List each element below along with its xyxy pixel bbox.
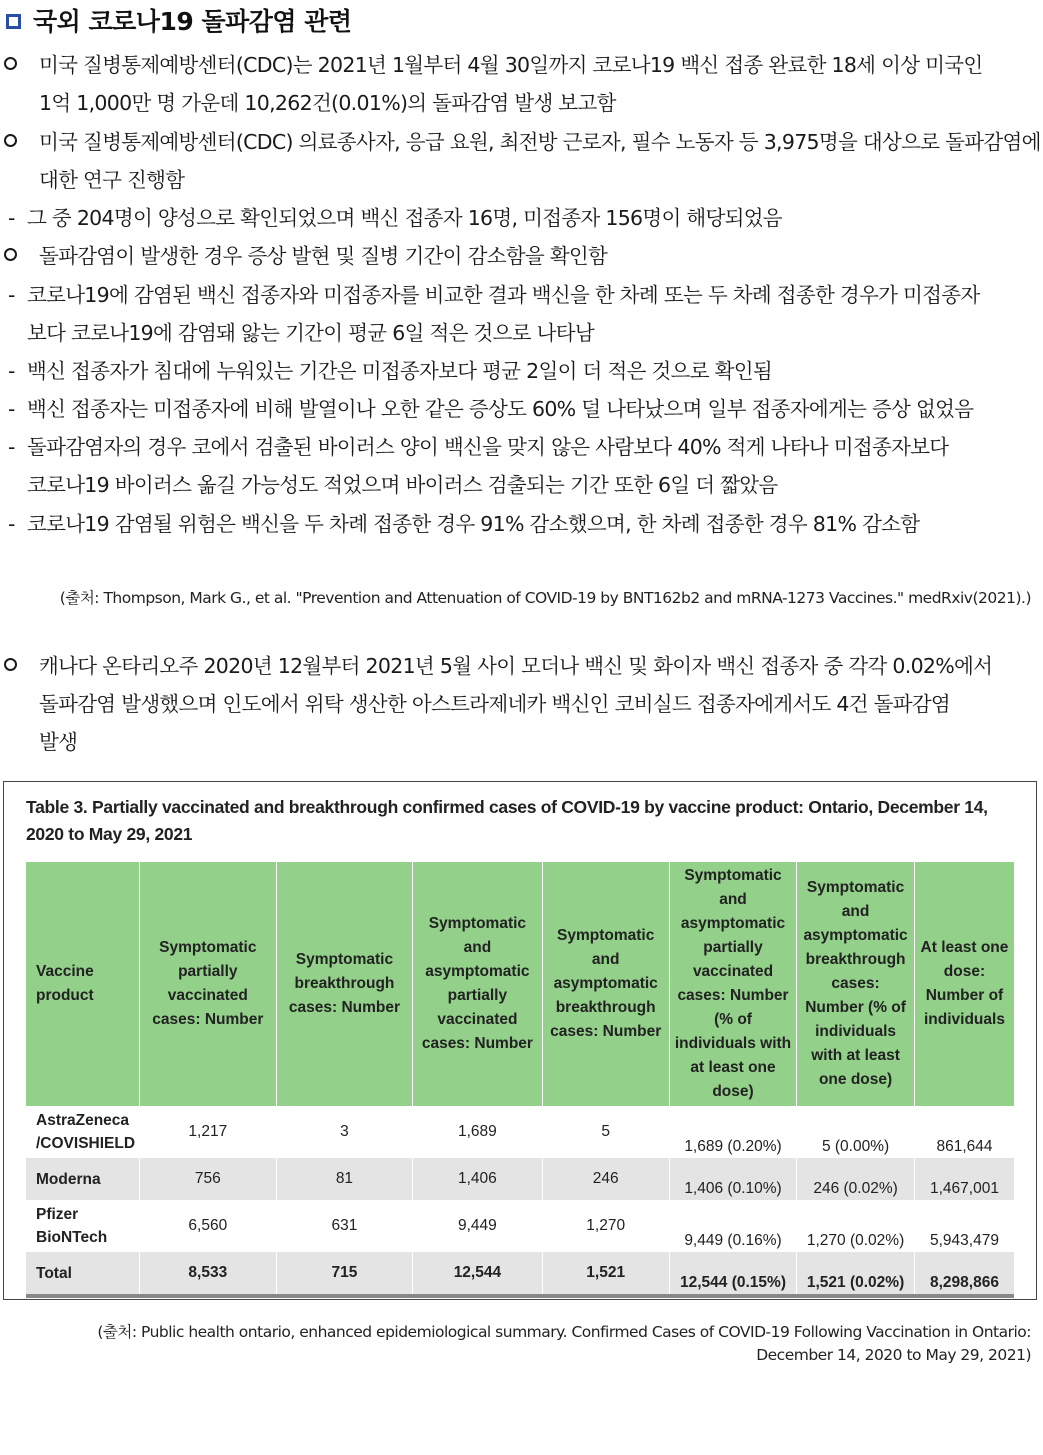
- table-cell: 9,449: [413, 1200, 542, 1252]
- column-header: Symptomatic and asymptomatic partially vaccinated cases: Number: [413, 862, 542, 1106]
- bullet-text: 발생: [39, 730, 78, 754]
- bullet-text: 캐나다 온타리오주 2020년 12월부터 2021년 5월 사이 모더나 백신 및 화이자 백신 접종자 중 각각 0.02%에서: [39, 654, 993, 678]
- bullet-item: [0, 123, 1043, 199]
- source-line: December 14, 2020 to May 29, 2021): [756, 1346, 1031, 1364]
- table-cell: 1,406: [413, 1158, 542, 1200]
- bullet-item: [0, 46, 1043, 122]
- table-cell: 1,521: [542, 1252, 669, 1296]
- row-label: AstraZeneca /COVISHIELD: [26, 1106, 140, 1158]
- bullet-item: [0, 276, 1043, 352]
- bullet-text: 미국 질병통제예방센터(CDC) 의료종사자, 응급 요원, 최전방 근로자, 필수 노동자 등 3,975명을 대상으로 돌파감염에: [39, 130, 1041, 154]
- table-cell: 756: [140, 1158, 277, 1200]
- dash-bullet-icon: -: [8, 283, 15, 307]
- table-cell: 6,560: [140, 1200, 277, 1252]
- dash-bullet-icon: -: [8, 397, 15, 421]
- bullet-item: [0, 390, 1043, 428]
- row-label: Total: [26, 1252, 140, 1296]
- bullet-text: 돌파감염자의 경우 코에서 검출된 바이러스 양이 백신을 맞지 않은 사람보다 40% 적게 나타나 미접종자보다: [27, 435, 949, 459]
- bullet-text: 그 중 204명이 양성으로 확인되었으며 백신 접종자 16명, 미접종자 156명이 해당되었음: [27, 206, 782, 230]
- dash-bullet-icon: -: [8, 512, 15, 536]
- column-header: Vaccine product: [26, 862, 140, 1106]
- bullet-text: 코로나19 감염될 위험은 백신을 두 차례 접종한 경우 91% 감소했으며, 한 차례 접종한 경우 81% 감소함: [27, 512, 920, 536]
- section-heading: [6, 2, 352, 38]
- bullet-item: [0, 199, 1043, 237]
- table-cell: 5: [542, 1106, 669, 1158]
- circle-bullet-icon: [4, 647, 30, 685]
- hollow-circle-icon: [4, 658, 17, 671]
- table-cell: 1,217: [140, 1106, 277, 1158]
- hollow-circle-icon: [4, 134, 17, 147]
- table-cell: 1,406 (0.10%): [669, 1158, 796, 1200]
- table-cell: 8,533: [140, 1252, 277, 1296]
- row-label: Moderna: [26, 1158, 140, 1200]
- bullet-text: 돌파감염 발생했으며 인도에서 위탁 생산한 아스트라제네카 백신인 코비실드 접종자에게서도 4건 돌파감염: [39, 692, 951, 716]
- hollow-circle-icon: [4, 248, 17, 261]
- bullet-item: [0, 647, 1043, 761]
- table-cell: 1,270 (0.02%): [797, 1200, 915, 1252]
- square-bullet-icon: [6, 14, 21, 29]
- hollow-circle-icon: [4, 57, 17, 70]
- row-label: Pfizer BioNTech: [26, 1200, 140, 1252]
- bullet-text: 돌파감염이 발생한 경우 증상 발현 및 질병 기간이 감소함을 확인함: [39, 244, 608, 268]
- column-header: Symptomatic partially vaccinated cases: Number: [140, 862, 277, 1106]
- table-row-total: [26, 1252, 1014, 1296]
- circle-bullet-icon: [4, 123, 30, 161]
- table-cell: 1,521 (0.02%): [797, 1252, 915, 1296]
- table-row: [26, 1200, 1014, 1252]
- table-cell: 5,943,479: [914, 1200, 1014, 1252]
- table-cell: 12,544 (0.15%): [669, 1252, 796, 1296]
- column-header: Symptomatic and asymptomatic partially vaccinated cases: Number (% of individuals with at least one dose): [669, 862, 796, 1106]
- dash-bullet-icon: -: [8, 206, 15, 230]
- bullet-item: [0, 237, 1043, 275]
- table-cell: 715: [276, 1252, 413, 1296]
- column-header: Symptomatic and asymptomatic breakthrough cases: Number: [542, 862, 669, 1106]
- table-row: [26, 1158, 1014, 1200]
- bullet-text: 1억 1,000만 명 가운데 10,262건(0.01%)의 돌파감염 발생 보고함: [39, 91, 616, 115]
- bullet-text: 보다 코로나19에 감염돼 앓는 기간이 평균 6일 적은 것으로 나타남: [27, 321, 594, 345]
- table-header-row: [26, 862, 1014, 1106]
- table-cell: 861,644: [914, 1106, 1014, 1158]
- heading-text: 국외 코로나19 돌파감염 관련: [33, 7, 352, 36]
- table-figure: [3, 781, 1037, 1300]
- bullet-item: [0, 505, 1043, 543]
- table-cell: 5 (0.00%): [797, 1106, 915, 1158]
- bullet-text: 미국 질병통제예방센터(CDC)는 2021년 1월부터 4월 30일까지 코로나19 백신 접종 완료한 18세 이상 미국인: [39, 53, 983, 77]
- table-cell: 1,689: [413, 1106, 542, 1158]
- source-line: (출처: Public health ontario, enhanced epidemiological summary. Confirmed Cases of COVID-19 Following Vaccination in Ontario:: [97, 1323, 1031, 1341]
- table-cell: 1,689 (0.20%): [669, 1106, 796, 1158]
- bullet-item: [0, 428, 1043, 504]
- circle-bullet-icon: [4, 237, 30, 275]
- table-cell: 12,544: [413, 1252, 542, 1296]
- table-cell: 1,270: [542, 1200, 669, 1252]
- source-citation-2: [97, 1321, 1031, 1367]
- table-cell: 8,298,866: [914, 1252, 1014, 1296]
- table-row: [26, 1106, 1014, 1158]
- dash-bullet-icon: -: [8, 435, 15, 459]
- table-cell: 246 (0.02%): [797, 1158, 915, 1200]
- bullet-text: 코로나19 바이러스 옮길 가능성도 적었으며 바이러스 검출되는 기간 또한 6일 더 짧았음: [27, 473, 778, 497]
- bullet-text: 백신 접종자가 침대에 누워있는 기간은 미접종자보다 평균 2일이 더 적은 것으로 확인됨: [27, 359, 772, 383]
- data-table: [26, 862, 1014, 1298]
- table-cell: 631: [276, 1200, 413, 1252]
- dash-bullet-icon: -: [8, 359, 15, 383]
- table-title: Table 3. Partially vaccinated and breakthrough confirmed cases of COVID-19 by vaccine product: Ontario, December 14, 2020 to May 29, 2021: [26, 797, 988, 844]
- source-citation: (출처: Thompson, Mark G., et al. "Prevention and Attenuation of COVID-19 by BNT162b2 and mRNA-1273 Vaccines." medRxiv(2021).): [59, 589, 1031, 607]
- bullet-text: 백신 접종자는 미접종자에 비해 발열이나 오한 같은 증상도 60% 덜 나타났으며 일부 접종자에게는 증상 없었음: [27, 397, 974, 421]
- table-cell: 81: [276, 1158, 413, 1200]
- column-header: At least one dose: Number of individuals: [914, 862, 1014, 1106]
- bullet-text: 코로나19에 감염된 백신 접종자와 미접종자를 비교한 결과 백신을 한 차례 또는 두 차례 접종한 경우가 미접종자: [27, 283, 980, 307]
- column-header: Symptomatic breakthrough cases: Number: [276, 862, 413, 1106]
- table-cell: 1,467,001: [914, 1158, 1014, 1200]
- circle-bullet-icon: [4, 46, 30, 84]
- table-cell: 246: [542, 1158, 669, 1200]
- column-header: Symptomatic and asymptomatic breakthrough cases: Number (% of individuals with at least one dose): [797, 862, 915, 1106]
- bullet-item: [0, 352, 1043, 390]
- table-cell: 3: [276, 1106, 413, 1158]
- bullet-text: 대한 연구 진행함: [39, 168, 185, 192]
- table-cell: 9,449 (0.16%): [669, 1200, 796, 1252]
